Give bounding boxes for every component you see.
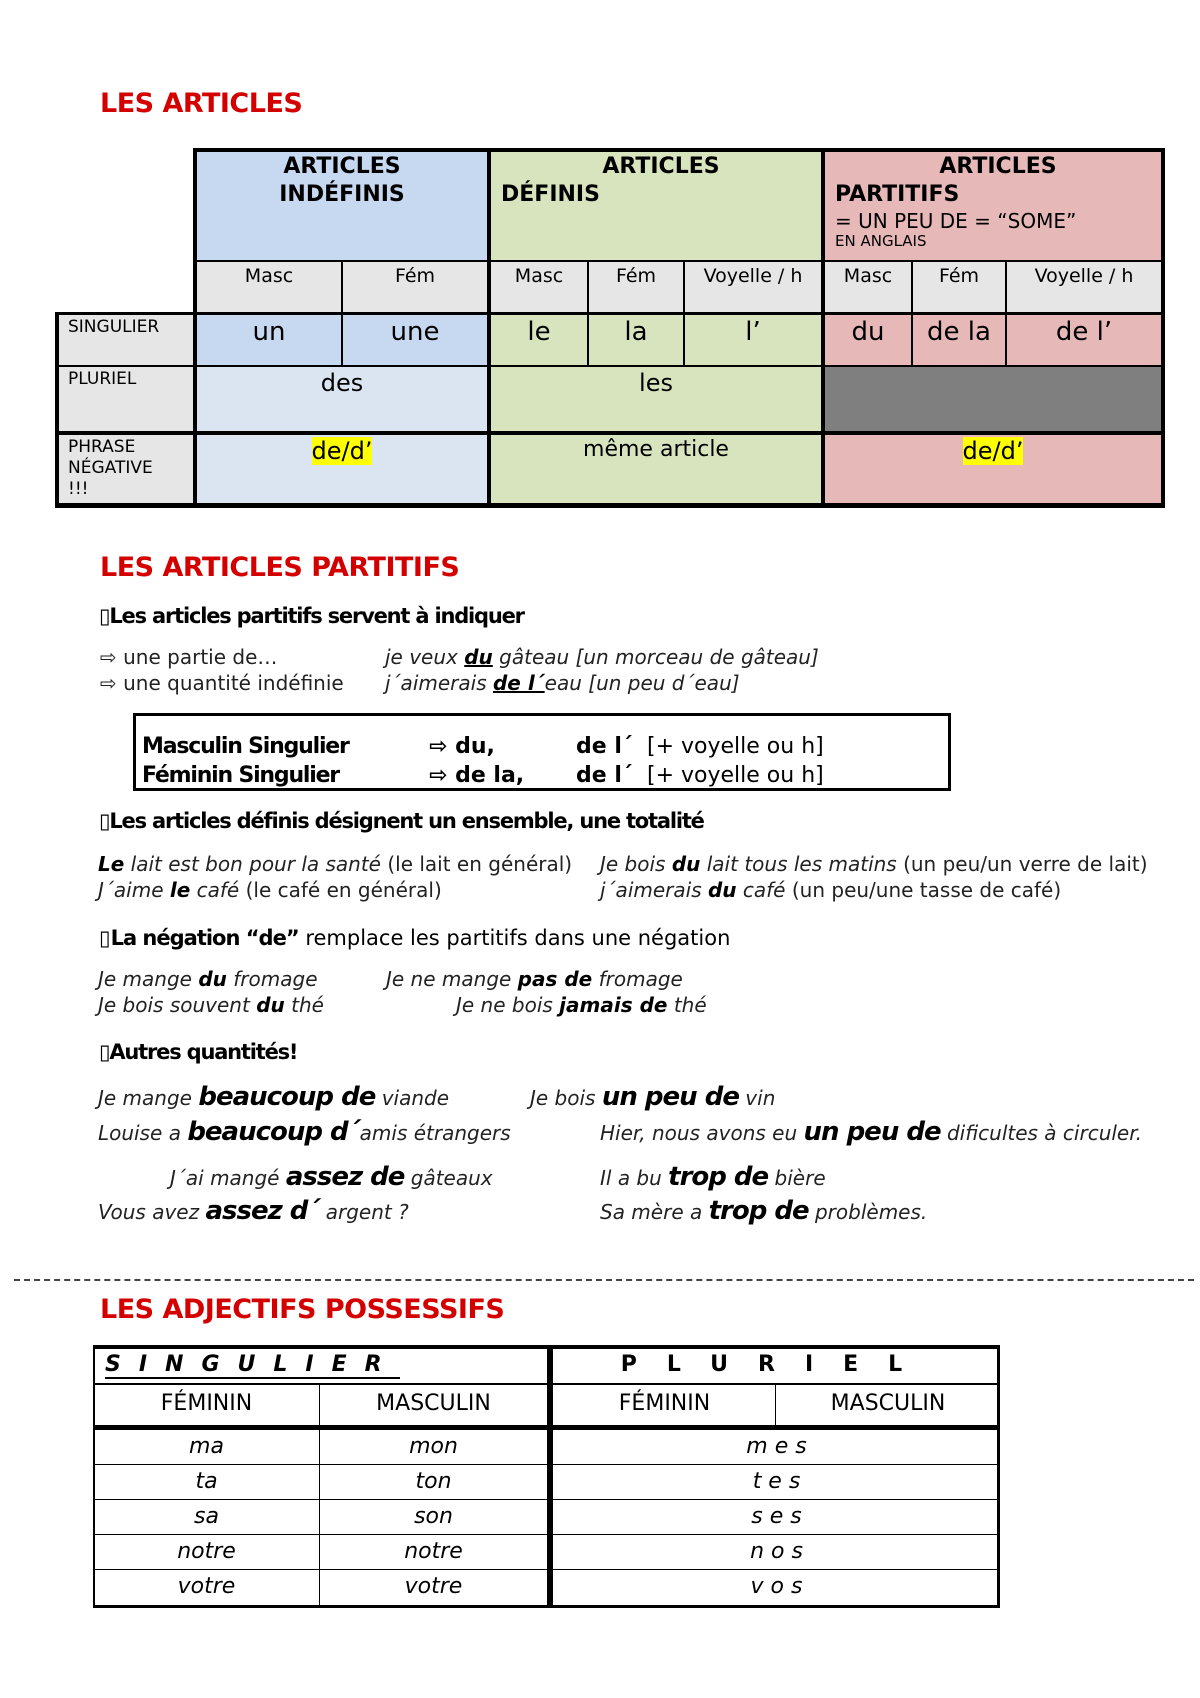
quant-8 <box>600 1196 927 1226</box>
partitif-rule-box <box>133 713 951 791</box>
ex-text: viande <box>375 1086 450 1110</box>
poss-plur-2: t e s <box>752 1469 801 1494</box>
rule-note-fem: [+ voyelle ou h] <box>647 763 824 788</box>
ex-text: j´aimerais <box>600 878 708 902</box>
ex-gloss: (un peu/une tasse de café) <box>785 878 1062 902</box>
ex-text: Hier, nous avons eu <box>600 1121 804 1145</box>
rule-art2-fem: de l´ <box>576 763 633 788</box>
ex-article: de l´ <box>492 671 545 695</box>
ex-quantity: trop de <box>668 1162 769 1192</box>
header-indefinis-l1: ARTICLES <box>283 154 401 179</box>
arrow-icon: ⇨ <box>100 645 117 669</box>
header-partitifs-l4: EN ANGLAIS <box>835 232 927 250</box>
bullet-text: Les articles partitifs servent à indiquer <box>109 604 524 628</box>
row-label-pluriel: PLURIEL <box>59 367 195 431</box>
ex-text: fromage <box>592 967 683 991</box>
cell-la: la <box>589 315 683 365</box>
use-1 <box>100 645 277 669</box>
header-partitifs-l1: ARTICLES <box>939 154 1057 179</box>
poss-masc-1: mon <box>409 1434 458 1459</box>
use-2-example <box>385 671 740 695</box>
ex-article: pas de <box>517 967 593 991</box>
cell-du: du <box>825 315 911 365</box>
ex-text: J´aime <box>98 878 170 902</box>
neg-example-1 <box>98 967 318 991</box>
ex-text: J´ai mangé <box>170 1166 286 1190</box>
header-partitifs-l3: = UN PEU DE = “SOME” <box>835 209 1077 233</box>
arrow-icon: ⇨ <box>100 671 117 695</box>
ex-text: café <box>190 878 240 902</box>
rule-label-masc: Masculin Singulier <box>142 734 349 759</box>
sub-ind-masc: Masc <box>197 262 341 312</box>
ex-text: bière <box>768 1166 826 1190</box>
rule-art-fem: ⇨ de la, <box>429 763 525 788</box>
cell-de-l: de l’ <box>1007 315 1161 365</box>
rule-art-masc: ⇨ du, <box>429 734 495 759</box>
cell-des: des <box>197 367 487 431</box>
section-title-possessifs: LES ADJECTIFS POSSESSIFS <box>100 1294 505 1325</box>
section-title-partitifs: LES ARTICLES PARTITIFS <box>100 552 460 583</box>
quant-5 <box>170 1162 493 1192</box>
ex-quantity: assez d´ <box>205 1196 320 1226</box>
ex-text: lait tous les matins <box>700 852 897 876</box>
ex-gloss: (un peu/un verre de lait) <box>896 852 1148 876</box>
cell-les: les <box>491 367 821 431</box>
cell-neg-definis: même article <box>491 435 821 503</box>
header-singulier-text: SINGULIER <box>105 1352 400 1377</box>
rule-label-fem: Féminin Singulier <box>142 763 339 788</box>
sub-par-masc: Masc <box>825 262 911 312</box>
poss-plur-4: n o s <box>750 1539 803 1564</box>
ex-text: Il a bu <box>600 1166 669 1190</box>
header-partitifs <box>825 148 1161 260</box>
header-definis-l2: DÉFINIS <box>501 182 600 207</box>
cell-de-la: de la <box>913 315 1005 365</box>
quant-6 <box>600 1162 826 1192</box>
col-sing-masculin: MASCULIN <box>376 1391 491 1416</box>
ex-quantity: un peu de <box>803 1117 941 1147</box>
use-2 <box>100 671 344 695</box>
ex-text: Je mange <box>98 967 199 991</box>
highlight-de-d-partitif: de/d’ <box>962 437 1024 465</box>
sub-def-fem: Fém <box>589 262 683 312</box>
bullet-bold: La négation “de” <box>110 926 299 950</box>
ex-text: Je bois souvent <box>98 993 257 1017</box>
poss-plur-3: s e s <box>751 1504 802 1529</box>
ex-text: argent ? <box>319 1200 409 1224</box>
neg-example-3 <box>386 967 683 991</box>
ex-text: gâteau [un morceau de gâteau] <box>492 645 819 669</box>
ex-text: fromage <box>226 967 318 991</box>
bullet-quantites <box>99 1040 297 1064</box>
col-plur-feminin: FÉMININ <box>618 1391 711 1416</box>
ex-text: Je ne bois <box>456 993 560 1017</box>
sub-par-fem: Fém <box>913 262 1005 312</box>
header-definis <box>491 148 821 260</box>
header-singulier <box>105 1349 545 1383</box>
bullet-icon: ▯ <box>99 604 110 628</box>
use-text: une partie de… <box>123 645 278 669</box>
bullet-icon: ▯ <box>99 1040 110 1064</box>
ex-text: j´aimerais <box>385 671 493 695</box>
ex-text: Je bois <box>600 852 672 876</box>
rule-art2-masc: de l´ <box>576 734 633 759</box>
ex-article: du <box>256 993 285 1017</box>
bullet-text: remplace les partitifs dans une négation <box>298 926 731 950</box>
ex-text: Je ne mange <box>386 967 518 991</box>
cell-une: une <box>343 315 487 365</box>
sub-def-masc: Masc <box>491 262 587 312</box>
bullet-text: Les articles définis désignent un ensemble, une totalité <box>109 809 704 833</box>
row-label-negative-l2: NÉGATIVE <box>68 458 153 478</box>
bullet-partitifs-usage <box>99 604 524 628</box>
bullet-text: Autres quantités! <box>109 1040 298 1064</box>
section-separator <box>14 1279 1194 1281</box>
use-text: une quantité indéfinie <box>123 671 344 695</box>
ex-article: du <box>707 878 737 902</box>
sub-par-voyelle: Voyelle / h <box>1007 262 1161 312</box>
section-title-articles: LES ARTICLES <box>100 88 303 119</box>
quant-4 <box>600 1117 1142 1147</box>
header-indefinis-l2: INDÉFINIS <box>279 182 405 207</box>
ex-quantity: un peu de <box>601 1082 739 1112</box>
ex-text: thé <box>284 993 324 1017</box>
def-example-2 <box>98 878 442 902</box>
sub-ind-fem: Fém <box>343 262 487 312</box>
row-label-negative <box>59 435 195 503</box>
bullet-negation <box>99 926 730 950</box>
ex-text: café <box>736 878 786 902</box>
ex-text: Louise a <box>98 1121 188 1145</box>
sub-def-voyelle: Voyelle / h <box>685 262 821 312</box>
ex-gloss: (le lait en général) <box>380 852 573 876</box>
cell-neg-indefinis <box>197 435 487 503</box>
neg-example-4 <box>456 993 707 1017</box>
ex-text: gâteaux <box>404 1166 493 1190</box>
def-example-1 <box>98 852 572 876</box>
quant-1 <box>98 1082 449 1112</box>
header-partitifs-l2: PARTITIFS <box>835 182 960 207</box>
poss-masc-4: notre <box>404 1539 463 1564</box>
ex-text: Vous avez <box>98 1200 206 1224</box>
ex-text: Sa mère a <box>600 1200 709 1224</box>
neg-example-2 <box>98 993 324 1017</box>
def-example-3 <box>600 852 1148 876</box>
ex-text: thé <box>667 993 707 1017</box>
ex-article: jamais de <box>559 993 668 1017</box>
ex-gloss: (le café en général) <box>239 878 442 902</box>
poss-masc-2: ton <box>415 1469 452 1494</box>
bullet-icon: ▯ <box>99 809 110 833</box>
quant-2 <box>530 1082 775 1112</box>
cell-l: l’ <box>685 315 821 365</box>
header-pluriel: PLURIEL <box>620 1352 933 1377</box>
ex-quantity: beaucoup d´ <box>187 1117 360 1147</box>
bullet-definis <box>99 809 704 833</box>
def-example-4 <box>600 878 1061 902</box>
row-label-singulier: SINGULIER <box>59 315 195 365</box>
ex-text: dificultes à circuler. <box>940 1121 1142 1145</box>
header-indefinis <box>197 148 487 260</box>
ex-article: Le <box>98 852 125 876</box>
poss-fem-1: ma <box>189 1434 224 1459</box>
ex-text: problèmes. <box>808 1200 928 1224</box>
articles-table <box>55 148 1165 511</box>
ex-article: le <box>169 878 191 902</box>
cell-empty-partitif-pluriel <box>825 367 1161 431</box>
header-definis-l1: ARTICLES <box>602 154 720 179</box>
ex-text: amis étrangers <box>359 1121 511 1145</box>
ex-text: je veux <box>385 645 465 669</box>
quant-3 <box>98 1117 511 1147</box>
poss-fem-2: ta <box>195 1469 218 1494</box>
row-label-negative-l1: PHRASE <box>68 437 136 457</box>
ex-article: du <box>198 967 227 991</box>
poss-plur-1: m e s <box>746 1434 807 1459</box>
highlight-de-d: de/d’ <box>311 437 373 465</box>
poss-fem-5: votre <box>177 1574 236 1599</box>
poss-masc-5: votre <box>404 1574 463 1599</box>
bullet-icon: ▯ <box>99 926 111 950</box>
ex-text: lait est bon pour la santé <box>124 852 381 876</box>
use-1-example <box>385 645 819 669</box>
ex-text: vin <box>738 1086 776 1110</box>
poss-masc-3: son <box>414 1504 453 1529</box>
quant-7 <box>98 1196 409 1226</box>
row-label-negative-l3: !!! <box>68 479 89 499</box>
poss-plur-5: v o s <box>750 1574 803 1599</box>
poss-fem-4: notre <box>177 1539 236 1564</box>
ex-article: du <box>671 852 701 876</box>
cell-le: le <box>491 315 587 365</box>
ex-quantity: trop de <box>708 1196 809 1226</box>
ex-text: Je mange <box>98 1086 199 1110</box>
ex-quantity: assez de <box>285 1162 405 1192</box>
rule-note-masc: [+ voyelle ou h] <box>647 734 824 759</box>
ex-article: du <box>464 645 493 669</box>
poss-fem-3: sa <box>194 1504 219 1529</box>
ex-quantity: beaucoup de <box>198 1082 376 1112</box>
col-sing-feminin: FÉMININ <box>160 1391 253 1416</box>
col-plur-masculin: MASCULIN <box>830 1391 946 1416</box>
ex-text: Je bois <box>530 1086 602 1110</box>
cell-un: un <box>197 315 341 365</box>
ex-text: eau [un peu d´eau] <box>544 671 740 695</box>
cell-neg-partitifs <box>825 435 1161 503</box>
possessives-table <box>93 1345 1000 1611</box>
